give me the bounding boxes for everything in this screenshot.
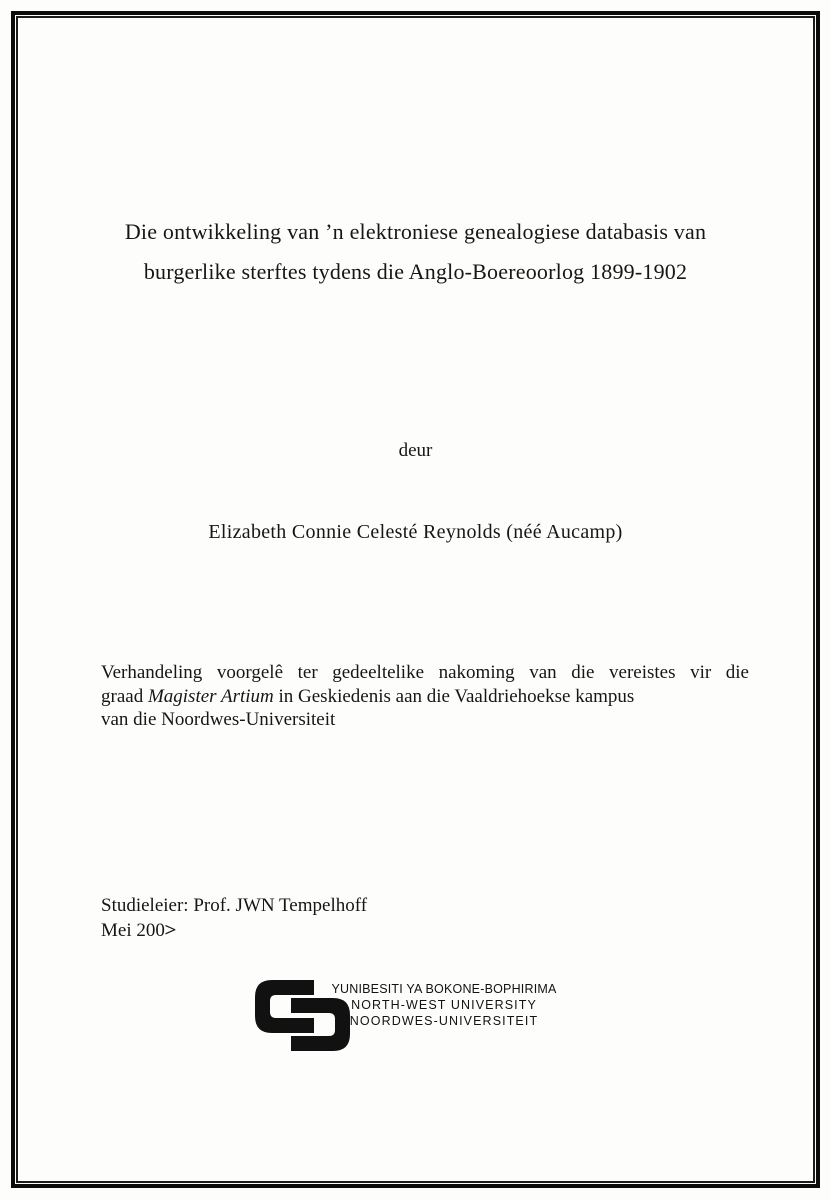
date-text: Mei 200 — [101, 920, 165, 941]
thesis-title-line-2: burgerlike sterftes tydens die Anglo-Boereoorlog 1899-1902 — [143, 259, 688, 284]
author-name: Elizabeth Connie Celesté Reynolds (néé Aucamp) — [208, 521, 623, 543]
degree-statement-line-2-prefix: graad — [101, 685, 148, 707]
byline-label: deur — [398, 440, 433, 461]
university-logo-text — [315, 981, 573, 1029]
degree-statement-line-1: Verhandeling voorgelê ter gedeeltelike nakoming van die vereistes vir die — [101, 662, 749, 683]
degree-statement-line-2 — [101, 685, 749, 709]
degree-statement-line-2-suffix: in Geskiedenis aan die Vaaldriehoekse kampus — [273, 685, 635, 707]
university-logo — [255, 979, 585, 1051]
logo-text-setswana: YUNIBESITI YA BOKONE-BOPHIRIMA — [331, 982, 557, 996]
degree-name-italic: Magister Artium — [147, 685, 274, 707]
degree-statement-line-3: van die Noordwes-Universiteit — [101, 709, 336, 730]
date-line — [101, 918, 367, 943]
logo-text-afrikaans: NOORDWES-UNIVERSITEIT — [349, 1014, 539, 1028]
supervisor-line: Studieleier: Prof. JWN Tempelhoff — [101, 895, 368, 916]
logo-text-english: NORTH-WEST UNIVERSITY — [351, 998, 537, 1012]
thesis-title-line-1: Die ontwikkeling van ’n elektroniese genealogiese databasis van — [124, 219, 707, 244]
degree-statement — [101, 661, 749, 732]
date-last-digit-glyph: > — [164, 920, 177, 941]
supervisor-and-date — [101, 893, 367, 943]
thesis-title — [0, 212, 831, 292]
